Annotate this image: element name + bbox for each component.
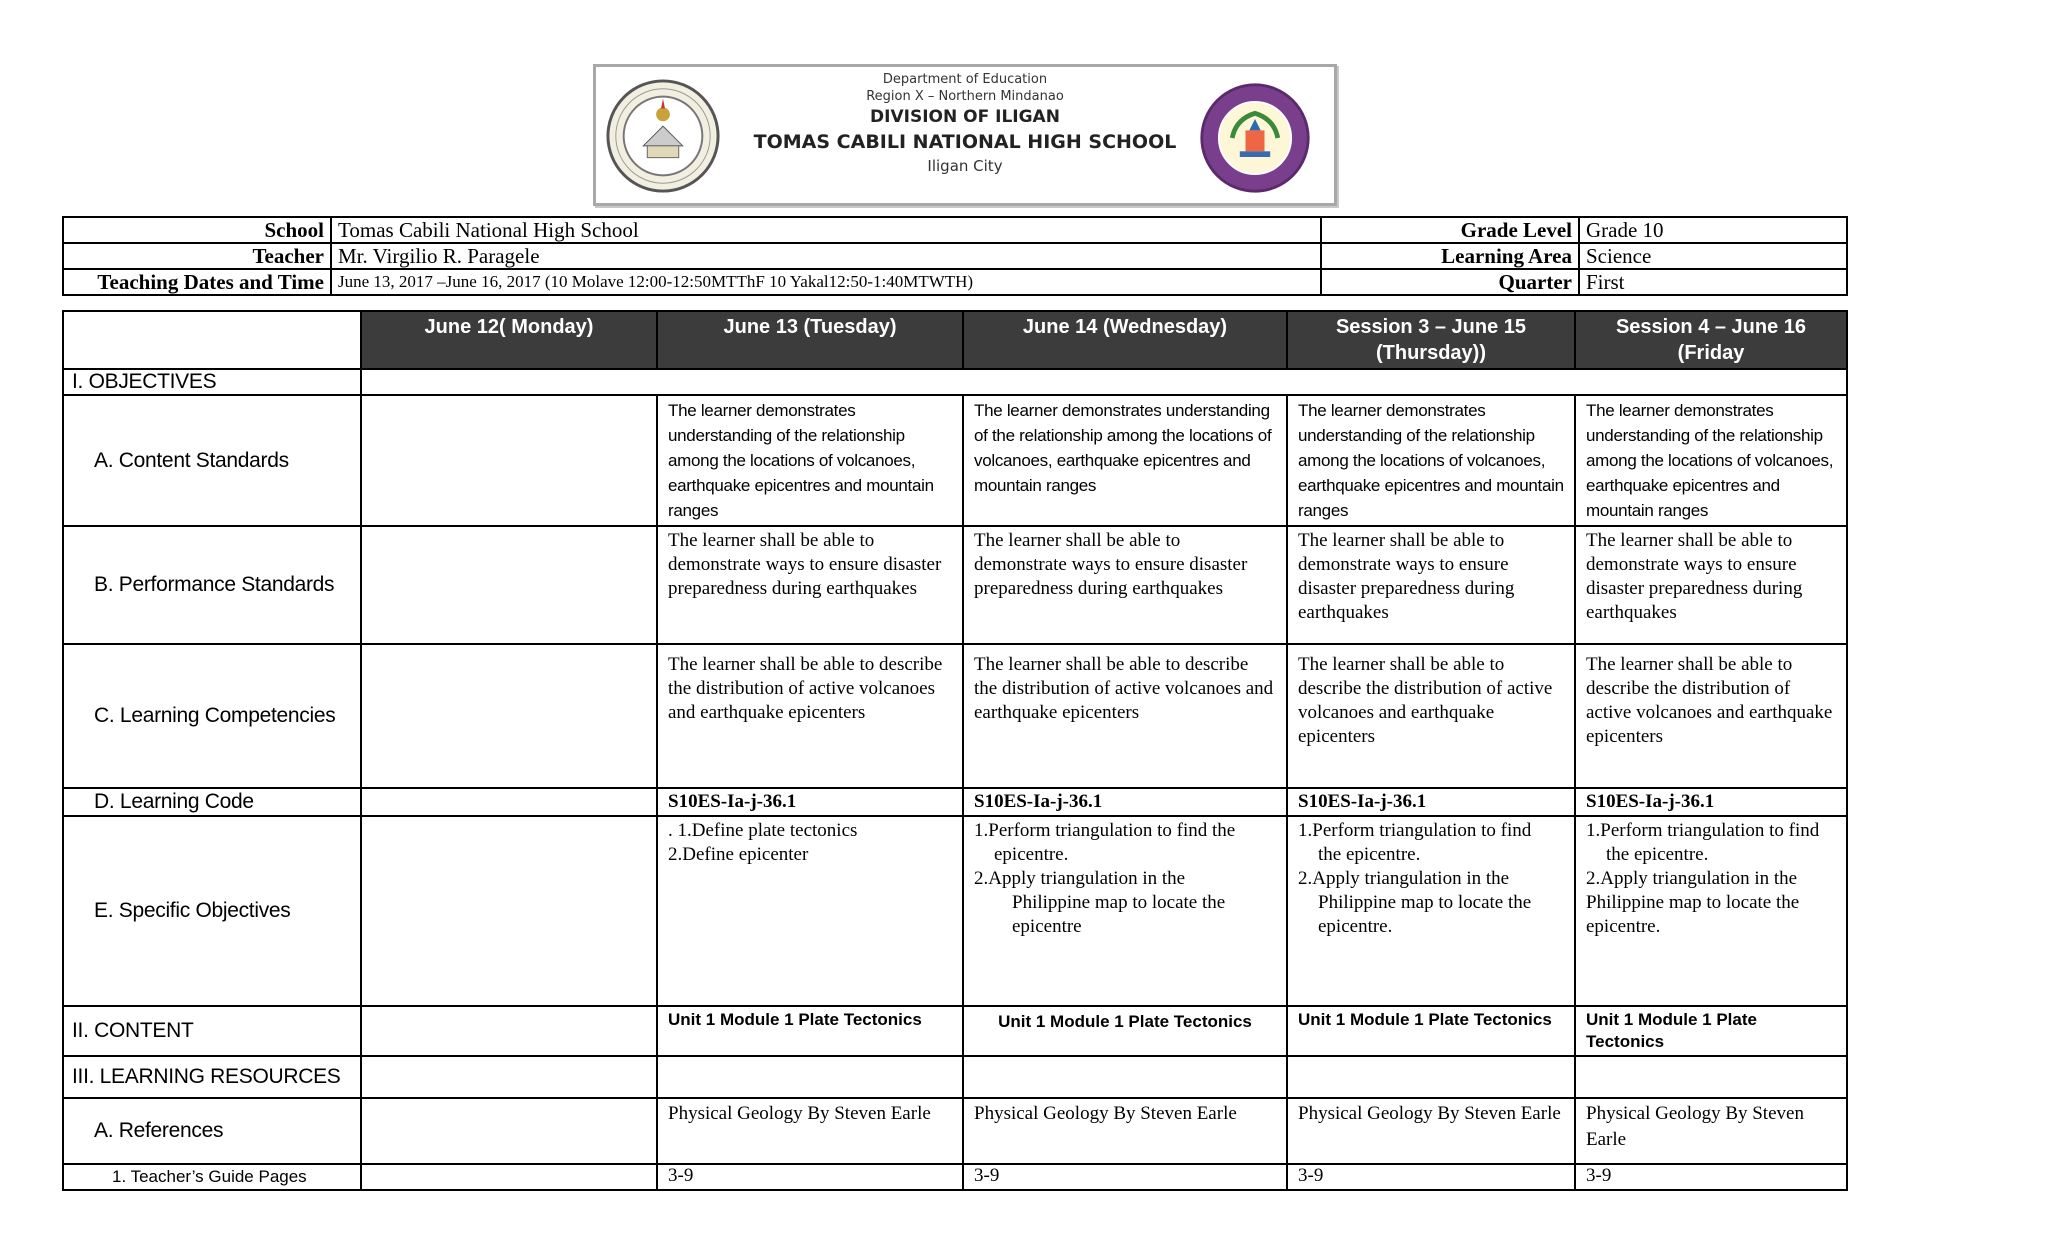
learning-competencies-label: C. Learning Competencies [63, 644, 361, 788]
objective-item: 2.Apply triangulation in the [1298, 868, 1510, 889]
info-row-teacher [63, 243, 1847, 269]
grade-level-value: Grade 10 [1579, 217, 1847, 243]
specific-objectives-mon [361, 816, 657, 1006]
content-wed: Unit 1 Module 1 Plate Tectonics [963, 1006, 1287, 1056]
city-line: Iligan City [927, 157, 1003, 175]
header-tuesday: June 13 (Tuesday) [657, 311, 963, 369]
learning-competencies-thu: The learner shall be able to describe the distribution of active volcanoes and earthquake epicenters [1287, 644, 1575, 788]
content-standards-mon [361, 395, 657, 526]
objective-item: 2.Apply triangulation in the [1586, 868, 1798, 889]
content-standards-tue: The learner demonstrates understanding of the relationship among the locations of volcanoes, earthquake epicentres and mountain ranges [657, 395, 963, 526]
teacher-label: Teacher [63, 243, 331, 269]
grade-level-label: Grade Level [1321, 217, 1579, 243]
learning-resources-wed [963, 1056, 1287, 1098]
objective-item: Philippine map to locate the [1012, 892, 1226, 913]
content-fri: Unit 1 Module 1 Plate Tectonics [1575, 1006, 1847, 1056]
content-standards-row [63, 395, 1847, 526]
performance-standards-wed: The learner shall be able to demonstrate ways to ensure disaster preparedness during earthquakes [963, 526, 1287, 644]
header-blank [63, 311, 361, 369]
objective-item: the epicentre. [1606, 844, 1709, 865]
learning-code-mon [361, 788, 657, 816]
learning-resources-mon [361, 1056, 657, 1098]
dates-label: Teaching Dates and Time [63, 269, 331, 295]
specific-objectives-thu [1287, 816, 1575, 1006]
specific-objectives-row [63, 816, 1847, 1006]
content-row [63, 1006, 1847, 1056]
learning-competencies-fri: The learner shall be able to describe the distribution of active volcanoes and earthquake epicenters [1575, 644, 1847, 788]
specific-objectives-fri [1575, 816, 1847, 1006]
performance-standards-row [63, 526, 1847, 644]
learning-code-thu: S10ES-Ia-j-36.1 [1287, 788, 1575, 816]
references-mon [361, 1098, 657, 1164]
teachers-guide-tue: 3-9 [657, 1164, 963, 1190]
objective-item: epicentre. [994, 844, 1069, 865]
content-standards-label: A. Content Standards [63, 395, 361, 526]
objective-item: . 1.Define plate tectonics [668, 820, 858, 841]
header-wednesday: June 14 (Wednesday) [963, 311, 1287, 369]
objective-item: 1.Perform triangulation to find [1298, 820, 1532, 841]
content-thu: Unit 1 Module 1 Plate Tectonics [1287, 1006, 1575, 1056]
learning-competencies-tue: The learner shall be able to describe the distribution of active volcanoes and earthquake epicenters [657, 644, 963, 788]
references-wed: Physical Geology By Steven Earle [963, 1098, 1287, 1164]
content-standards-thu: The learner demonstrates understanding of the relationship among the locations of volcanoes, earthquake epicentres and mountain ranges [1287, 395, 1575, 526]
references-label: A. References [63, 1098, 361, 1164]
performance-standards-thu: The learner shall be able to demonstrate ways to ensure disaster preparedness during earthquakes [1287, 526, 1575, 644]
learning-resources-row [63, 1056, 1847, 1098]
objective-item: 1.Perform triangulation to find [1586, 820, 1820, 841]
teachers-guide-label: 1. Teacher’s Guide Pages [63, 1164, 361, 1190]
specific-objectives-tue [657, 816, 963, 1006]
learning-code-fri: S10ES-Ia-j-36.1 [1575, 788, 1847, 816]
performance-standards-fri: The learner shall be able to demonstrate ways to ensure disaster preparedness during earthquakes [1575, 526, 1847, 644]
content-tue: Unit 1 Module 1 Plate Tectonics [657, 1006, 963, 1056]
objectives-row [63, 369, 1847, 395]
objective-item: Philippine map to locate the [1318, 892, 1532, 913]
performance-standards-mon [361, 526, 657, 644]
objective-item: epicentre [1012, 916, 1082, 937]
day-header-row [63, 311, 1847, 369]
learning-code-row [63, 788, 1847, 816]
content-mon [361, 1006, 657, 1056]
quarter-label: Quarter [1321, 269, 1579, 295]
references-tue: Physical Geology By Steven Earle [657, 1098, 963, 1164]
references-row [63, 1098, 1847, 1164]
teachers-guide-row [63, 1164, 1847, 1190]
references-fri: Physical Geology By Steven Earle [1575, 1098, 1847, 1164]
learning-code-wed: S10ES-Ia-j-36.1 [963, 788, 1287, 816]
school-label: School [63, 217, 331, 243]
header-friday: Session 4 – June 16 (Friday [1575, 311, 1847, 369]
objective-item: 1.Perform triangulation to find the [974, 820, 1236, 841]
learning-code-tue: S10ES-Ia-j-36.1 [657, 788, 963, 816]
performance-standards-tue: The learner shall be able to demonstrate ways to ensure disaster preparedness during earthquakes [657, 526, 963, 644]
dates-value: June 13, 2017 –June 16, 2017 (10 Molave 12:00-12:50MTThF 10 Yakal12:50-1:40MTWTH) [331, 269, 1321, 295]
objective-item: 2.Define epicenter [668, 844, 809, 865]
performance-standards-label: B. Performance Standards [63, 526, 361, 644]
learning-resources-fri [1575, 1056, 1847, 1098]
specific-objectives-wed [963, 816, 1287, 1006]
department-line: Department of Education [882, 72, 1048, 87]
objectives-label: I. OBJECTIVES [63, 369, 361, 395]
header-monday: June 12( Monday) [361, 311, 657, 369]
learning-competencies-wed: The learner shall be able to describe the distribution of active volcanoes and earthquake epicenters [963, 644, 1287, 788]
objective-item: 2.Apply triangulation in the [974, 868, 1186, 889]
content-standards-fri: The learner demonstrates understanding of the relationship among the locations of volcanoes, earthquake epicentres and mountain ranges [1575, 395, 1847, 526]
learning-code-label: D. Learning Code [63, 788, 361, 816]
references-thu: Physical Geology By Steven Earle [1287, 1098, 1575, 1164]
info-row-school [63, 217, 1847, 243]
learning-competencies-row [63, 644, 1847, 788]
school-seal-icon [604, 77, 722, 195]
quarter-value: First [1579, 269, 1847, 295]
objective-item: epicentre. [1586, 916, 1661, 937]
teachers-guide-mon [361, 1164, 657, 1190]
teachers-guide-thu: 3-9 [1287, 1164, 1575, 1190]
teacher-value: Mr. Virgilio R. Paragele [331, 243, 1321, 269]
content-label: II. CONTENT [63, 1006, 361, 1056]
region-line: Region X – Northern Mindanao [866, 89, 1064, 104]
info-table [62, 216, 1848, 296]
teachers-guide-fri: 3-9 [1575, 1164, 1847, 1190]
learning-competencies-mon [361, 644, 657, 788]
objective-item: the epicentre. [1318, 844, 1421, 865]
content-standards-wed: The learner demonstrates understanding of the relationship among the locations of volcanoes, earthquake epicentres and mountain ranges [963, 395, 1287, 526]
learning-resources-thu [1287, 1056, 1575, 1098]
school-name-line: TOMAS CABILI NATIONAL HIGH SCHOOL [753, 131, 1177, 153]
info-row-dates [63, 269, 1847, 295]
school-header-banner [593, 64, 1337, 206]
objectives-blank [361, 369, 1847, 395]
objective-item: Philippine map to locate the [1586, 892, 1800, 913]
teachers-guide-wed: 3-9 [963, 1164, 1287, 1190]
learning-area-label: Learning Area [1321, 243, 1579, 269]
objective-item: epicentre. [1318, 916, 1393, 937]
learning-resources-label: III. LEARNING RESOURCES [63, 1056, 361, 1098]
learning-area-value: Science [1579, 243, 1847, 269]
division-seal-icon [1198, 81, 1312, 195]
specific-objectives-label: E. Specific Objectives [63, 816, 361, 1006]
learning-resources-tue [657, 1056, 963, 1098]
school-value: Tomas Cabili National High School [331, 217, 1321, 243]
division-line: DIVISION OF ILIGAN [870, 107, 1060, 127]
header-thursday: Session 3 – June 15 (Thursday)) [1287, 311, 1575, 369]
lesson-plan-table [62, 310, 1848, 1191]
